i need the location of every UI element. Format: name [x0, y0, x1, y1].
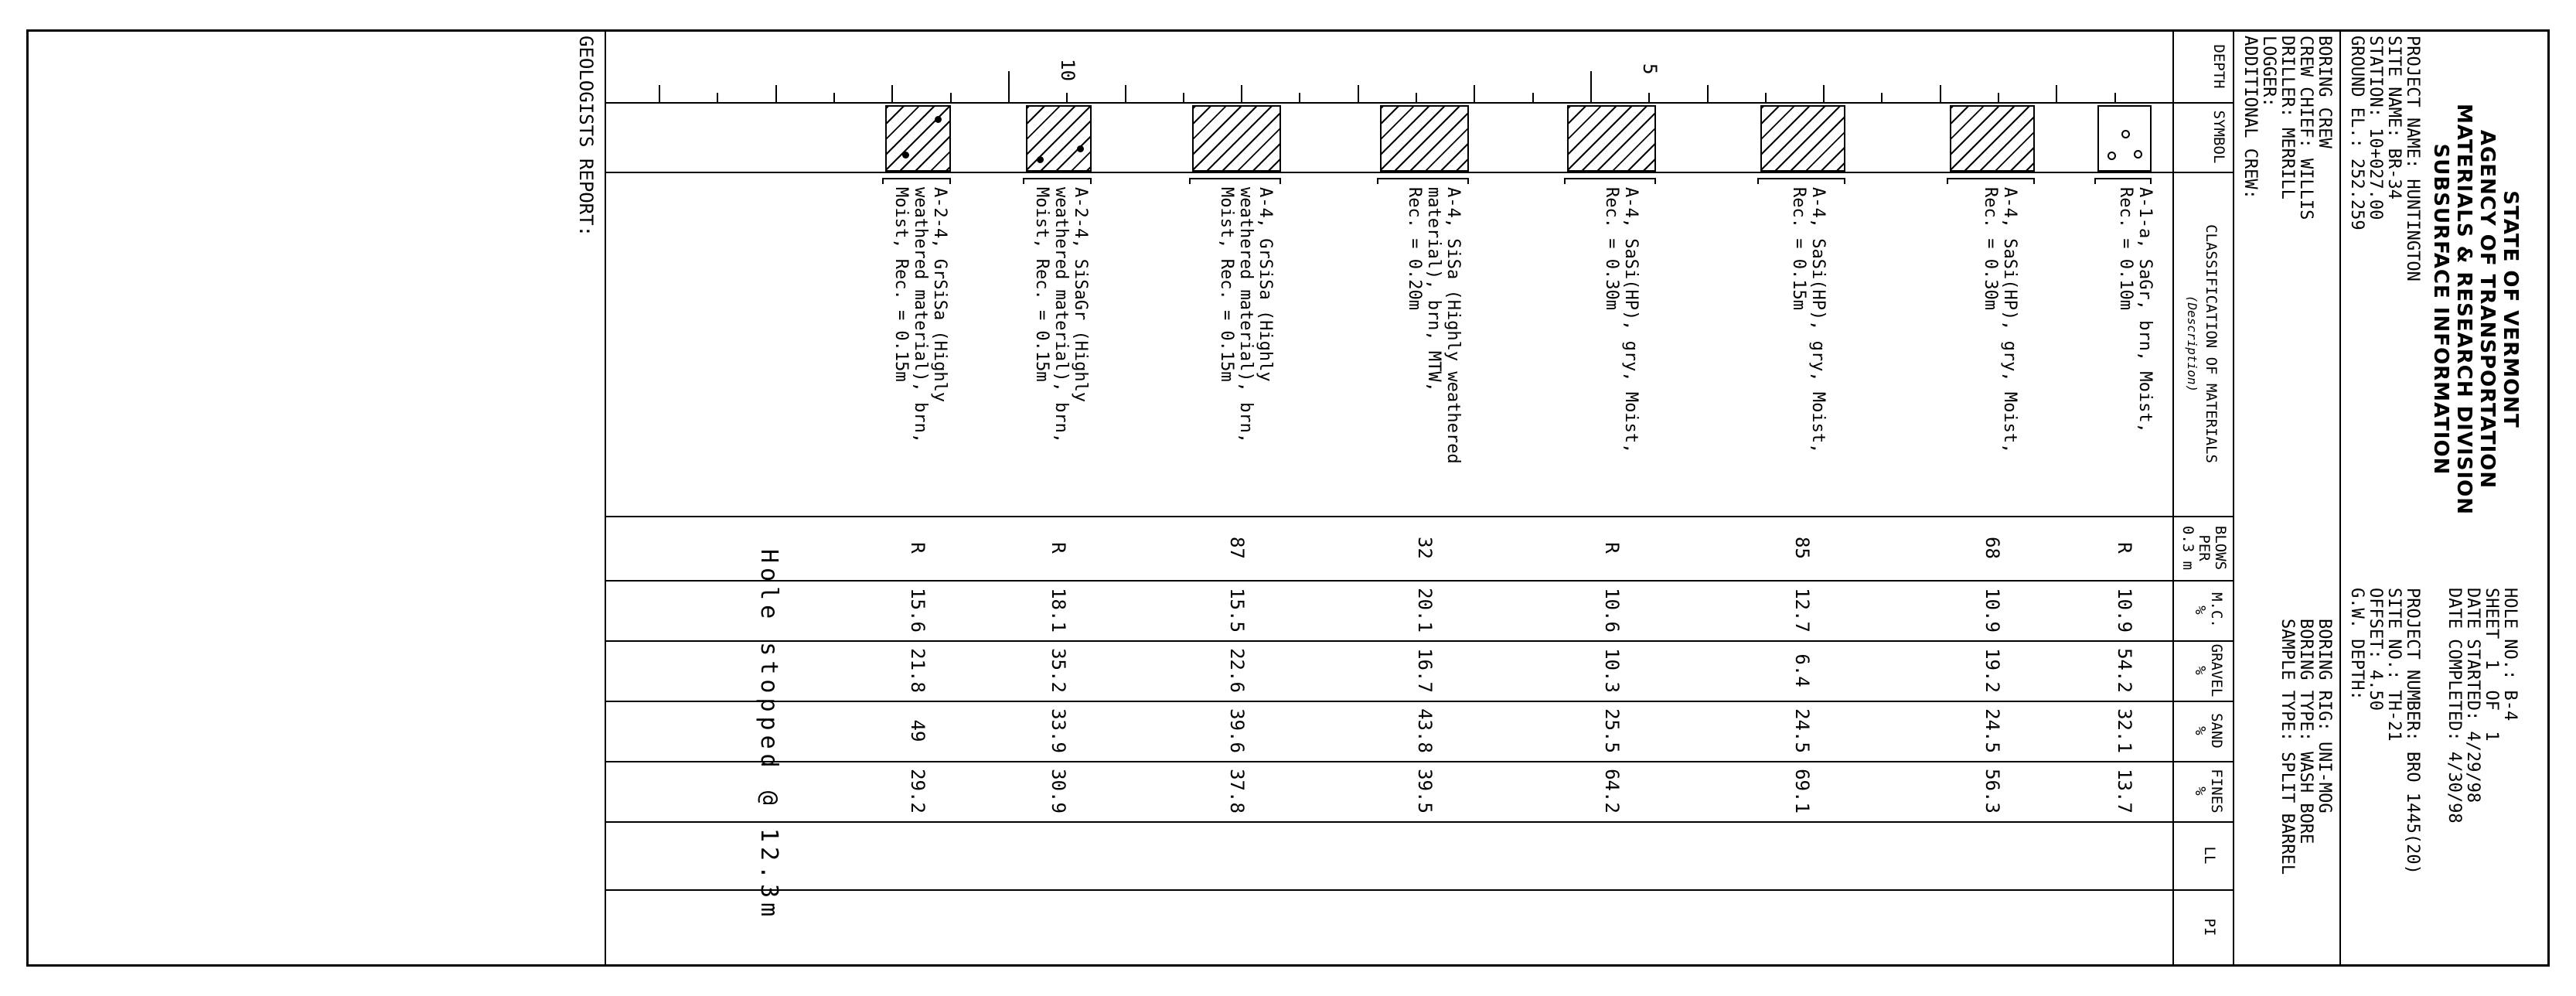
sample-bracket	[1564, 178, 1656, 184]
depth-tick	[833, 93, 835, 102]
fines-value: 37.8	[1226, 769, 1248, 814]
depth-tick	[1765, 93, 1767, 102]
agency-title-1: STATE OF VERMONT	[2499, 190, 2522, 428]
sample-bracket	[1189, 178, 1281, 184]
project-name: PROJECT NAME: HUNTINGTON	[2403, 36, 2422, 281]
depth-tick	[950, 93, 952, 102]
driller: DRILLER: MERRILL	[2278, 36, 2297, 200]
pebble-icon	[1037, 156, 1044, 163]
depth-tick	[659, 85, 660, 102]
pebble-icon	[935, 116, 942, 123]
gravel-value: 22.6	[1226, 648, 1248, 693]
pebble-icon	[2107, 152, 2116, 160]
station: STATION: 10+027.00	[2366, 36, 2385, 220]
blows-value: R	[1601, 542, 1623, 554]
col-divider	[606, 889, 2234, 891]
depth-tick	[891, 85, 893, 102]
date-completed: DATE COMPLETED: 4/30/98	[2445, 588, 2464, 824]
sample-type: SAMPLE TYPE: SPLIT BARREL	[2278, 619, 2297, 875]
mc-header: M.C. %	[2192, 592, 2225, 628]
sample-description: A-2-4, GrSiSa (Highly weathered material), brn, Moist, Rec. = 0.15m	[891, 187, 949, 444]
mc-value: 10.6	[1601, 588, 1623, 633]
logger: LOGGER:	[2259, 36, 2278, 107]
blows-value: 68	[1981, 537, 2003, 559]
mc-value: 18.1	[1048, 588, 1069, 633]
symbol-header: SYMBOL	[2210, 110, 2227, 164]
sand-header: SAND %	[2192, 713, 2225, 749]
sand-value: 43.8	[1414, 708, 1436, 753]
boring-crew: BORING CREW	[2315, 36, 2334, 148]
gravel-symbol	[2097, 105, 2152, 172]
boring-rig: BORING RIG: UNI-MOG	[2315, 619, 2334, 814]
fines-value: 69.1	[1791, 769, 1813, 814]
depth-tick	[1940, 85, 1941, 102]
blows-value: R	[907, 542, 929, 554]
hatch-symbol	[1026, 105, 1092, 172]
hatch-symbol	[1760, 105, 1845, 172]
sample-bracket	[1023, 178, 1092, 184]
depth-tick	[1416, 93, 1417, 102]
sample-bracket	[1757, 178, 1845, 184]
col-divider	[606, 172, 2234, 173]
geologists-report-label: GEOLOGISTS REPORT:	[575, 36, 597, 237]
depth-label-10: 10	[1057, 59, 1078, 81]
pebble-icon	[2121, 130, 2130, 138]
crew-chief: CREW CHIEF: WILLIS	[2296, 36, 2315, 220]
pebble-icon	[2134, 150, 2142, 159]
table-top-line	[2233, 29, 2234, 967]
agency-title-3: MATERIALS & RESEARCH DIVISION	[2452, 104, 2475, 515]
depth-tick	[1300, 93, 1301, 102]
table-bottom-line	[605, 29, 606, 967]
agency-title-2: AGENCY OF TRANSPORTATION	[2475, 129, 2499, 489]
pebble-icon	[902, 152, 909, 159]
gravel-value: 16.7	[1414, 648, 1436, 693]
mc-value: 20.1	[1414, 588, 1436, 633]
project-number: PROJECT NUMBER: BRO 1445(20)	[2403, 588, 2422, 875]
fines-value: 64.2	[1601, 769, 1623, 814]
gravel-value: 21.8	[907, 648, 929, 693]
sand-value: 32.1	[2114, 708, 2135, 753]
gravel-header: GRAVEL %	[2192, 643, 2225, 698]
sand-value: 24.5	[1791, 708, 1813, 753]
sample-description: A-4, SaSi(HP), gry, Moist, Rec. = 0.30m	[1981, 187, 2019, 454]
sample-description: A-2-4, SiSaGr (Highly weathered material), brn, Moist, Rec. = 0.15m	[1032, 187, 1090, 444]
sheet-border	[26, 29, 2550, 967]
col-divider	[606, 821, 2234, 823]
pebble-icon	[1077, 145, 1084, 152]
mc-value: 10.9	[2114, 588, 2135, 633]
sample-description: A-1-a, SaGr, brn, Moist, Rec. = 0.10m	[2116, 187, 2155, 433]
depth-tick	[1474, 85, 1475, 102]
blows-value: 87	[1226, 537, 1248, 559]
mc-value: 10.9	[1981, 588, 2003, 633]
hatch-symbol	[1567, 105, 1656, 172]
sand-value: 39.6	[1226, 708, 1248, 753]
sample-description: A-4, SaSi(HP), gry, Moist, Rec. = 0.30m	[1602, 187, 1641, 454]
hole-number: HOLE NO.: B-4	[2500, 588, 2520, 721]
sand-value: 25.5	[1601, 708, 1623, 753]
depth-tick	[2172, 85, 2174, 102]
depth-tick	[1008, 71, 1010, 102]
depth-tick	[2056, 85, 2057, 102]
depth-tick	[1125, 85, 1126, 102]
depth-axis	[606, 102, 2174, 104]
boring-type: BORING TYPE: WASH BORE	[2296, 619, 2315, 844]
depth-tick	[1998, 93, 1999, 102]
hole-stopped-note: Hole stopped @ 12.3m	[755, 549, 782, 922]
site-number: SITE NO.: TH-21	[2384, 588, 2404, 742]
header-row-bottom	[2172, 29, 2174, 967]
offset: OFFSET: 4.50	[2366, 588, 2385, 711]
depth-tick	[1241, 85, 1242, 102]
fines-value: 30.9	[1048, 769, 1069, 814]
description-header: (Description)	[2185, 295, 2199, 393]
sheet-number: SHEET 1 OF 1	[2482, 588, 2501, 742]
additional-crew: ADDITIONAL CREW:	[2240, 36, 2260, 200]
depth-tick	[775, 85, 777, 102]
gw-depth: G.W. DEPTH:	[2347, 588, 2366, 701]
depth-tick	[1532, 93, 1534, 102]
fines-value: 13.7	[2114, 769, 2135, 814]
gravel-value: 10.3	[1601, 648, 1623, 693]
depth-tick	[1707, 85, 1709, 102]
depth-tick	[1823, 85, 1825, 102]
blows-value: 32	[1414, 537, 1436, 559]
depth-tick	[1882, 93, 1883, 102]
gravel-value: 19.2	[1981, 648, 2003, 693]
depth-tick	[717, 93, 719, 102]
ground-elevation: GROUND EL.: 252.259	[2347, 36, 2366, 230]
blows-header: BLOWS PER 0.3 m	[2179, 525, 2229, 571]
depth-tick	[1066, 93, 1068, 102]
classification-header: CLASSIFICATION OF MATERIALS	[2203, 224, 2220, 463]
pi-header: PI	[2201, 918, 2218, 936]
site-name: SITE NAME: BR-34	[2384, 36, 2404, 200]
sample-bracket	[882, 178, 951, 184]
depth-tick	[1183, 93, 1184, 102]
gravel-value: 54.2	[2114, 648, 2135, 693]
blows-value: R	[2114, 542, 2135, 554]
sample-bracket	[1947, 178, 2035, 184]
sample-description: A-4, SiSa (Highly weathered material), brn, MTW, Rec. = 0.20m	[1405, 187, 1463, 464]
blows-value: 85	[1791, 537, 1813, 559]
depth-tick	[1590, 71, 1592, 102]
mc-value: 12.7	[1791, 588, 1813, 633]
depth-tick	[1358, 85, 1359, 102]
blows-value: R	[1048, 542, 1069, 554]
sand-value: 33.9	[1048, 708, 1069, 753]
mc-value: 15.5	[1226, 588, 1248, 633]
fines-header: FINES %	[2192, 769, 2225, 814]
sand-value: 24.5	[1981, 708, 2003, 753]
sample-description: A-4, SaSi(HP), gry, Moist, Rec. = 0.15m	[1789, 187, 1828, 454]
gravel-value: 35.2	[1048, 648, 1069, 693]
hatch-symbol	[1192, 105, 1281, 172]
fines-value: 56.3	[1981, 769, 2003, 814]
ll-header: LL	[2201, 846, 2218, 865]
date-started: DATE STARTED: 4/29/98	[2463, 588, 2482, 803]
sample-description: A-4, GrSiSa (Highly weathered material), brn, Moist, Rec. = 0.15m	[1217, 187, 1275, 444]
fines-value: 29.2	[907, 769, 929, 814]
depth-header: DEPTH	[2210, 44, 2227, 89]
hatch-symbol	[1380, 105, 1469, 172]
header-divider	[2339, 29, 2341, 967]
hatch-symbol	[1950, 105, 2035, 172]
mc-value: 15.6	[907, 588, 929, 633]
sample-bracket	[2094, 178, 2152, 184]
fines-value: 39.5	[1414, 769, 1436, 814]
depth-label-5: 5	[1639, 63, 1661, 75]
agency-title-4: SUBSURFACE INFORMATION	[2429, 143, 2452, 476]
hatch-symbol	[885, 105, 951, 172]
sand-value: 49	[907, 719, 929, 742]
gravel-value: 6.4	[1791, 653, 1813, 687]
sample-bracket	[1377, 178, 1469, 184]
depth-tick	[1648, 93, 1650, 102]
depth-tick	[2114, 93, 2116, 102]
